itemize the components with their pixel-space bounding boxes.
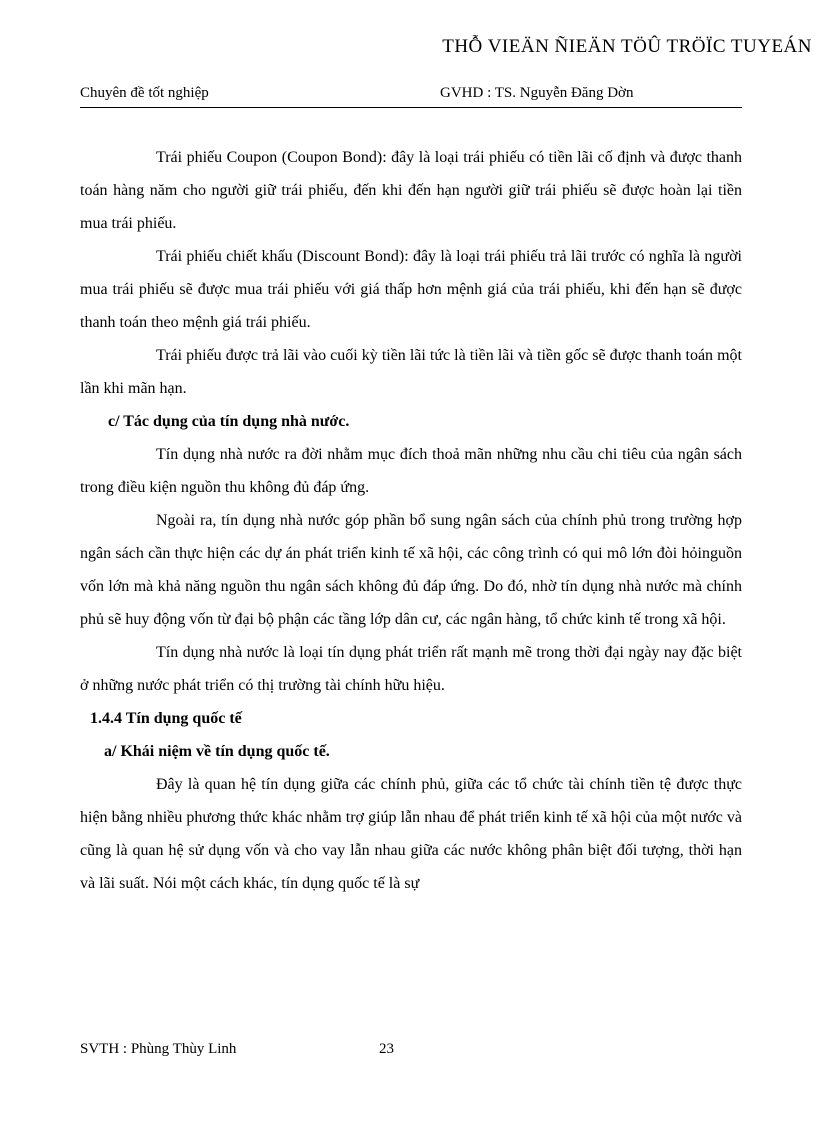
- page-number: 23: [379, 1041, 394, 1057]
- header-left-text: Chuyên đề tốt nghiệp: [80, 85, 209, 101]
- paragraph: Trái phiếu Coupon (Coupon Bond): đây là loại trái phiếu có tiền lãi cố định và được thanh toán hàng năm cho người giữ trái phiếu, đến khi đến hạn người giữ trái phiếu sẽ được hoàn lại tiền mua trái phiếu.: [80, 149, 742, 232]
- paragraph: Tín dụng nhà nước ra đời nhằm mục đích thoả mãn những nhu cầu chi tiêu của ngân sách trong điều kiện nguồn thu không đủ đáp ứng.: [80, 446, 742, 496]
- page-content: [80, 141, 742, 900]
- page-header: [80, 85, 742, 108]
- paragraph: Ngoài ra, tín dụng nhà nước góp phần bổ sung ngân sách của chính phủ trong trường hợp ngân sách cần thực hiện các dự án phát triển kinh tế xã hội, các công trình có qui mô lớn đòi hỏinguồn vốn lớn mà khả năng nguồn thu ngân sách không đủ đáp ứng. Do đó, nhờ tín dụng nhà nước mà chính phủ sẽ huy động vốn từ đại bộ phận các tầng lớp dân cư, các ngân hàng, tổ chức kinh tế trong xã hội.: [80, 512, 742, 628]
- footer-author: SVTH : Phùng Thùy Linh: [80, 1041, 237, 1057]
- header-right-text: GVHD : TS. Nguyễn Đăng Dờn: [440, 85, 634, 101]
- paragraph: Đây là quan hệ tín dụng giữa các chính phủ, giữa các tổ chức tài chính tiền tệ được thực hiện bằng nhiều phương thức khác nhằm trợ giúp lẫn nhau để phát triển kinh tế xã hội của một nước và cũng là quan hệ sử dụng vốn và cho vay lẫn nhau giữa các nước không phân biệt đối tượng, thời hạn và lãi suất. Nói một cách khác, tín dụng quốc tế là sự: [80, 776, 742, 892]
- section-heading: c/ Tác dụng của tín dụng nhà nước.: [108, 413, 350, 430]
- paragraph: Trái phiếu chiết khấu (Discount Bond): đây là loại trái phiếu trả lãi trước có nghĩa là người mua trái phiếu sẽ được mua trái phiếu với giá thấp hơn mệnh giá của trái phiếu, khi đến hạn sẽ được thanh toán theo mệnh giá trái phiếu.: [80, 248, 742, 331]
- paragraph: Tín dụng nhà nước là loại tín dụng phát triển rất mạnh mẽ trong thời đại ngày nay đặc biệt ở những nước phát triển có thị trường tài chính hữu hiệu.: [80, 644, 742, 694]
- paragraph: Trái phiếu được trả lãi vào cuối kỳ tiền lãi tức là tiền lãi và tiền gốc sẽ được thanh toán một lần khi mãn hạn.: [80, 347, 742, 397]
- section-heading: a/ Khái niệm về tín dụng quốc tế.: [104, 743, 330, 760]
- section-heading: 1.4.4 Tín dụng quốc tế: [90, 710, 242, 727]
- watermark: THỖ VIEÄN ÑIEÄN TÖÛ TRÖÏC TUYEÁN: [442, 36, 812, 57]
